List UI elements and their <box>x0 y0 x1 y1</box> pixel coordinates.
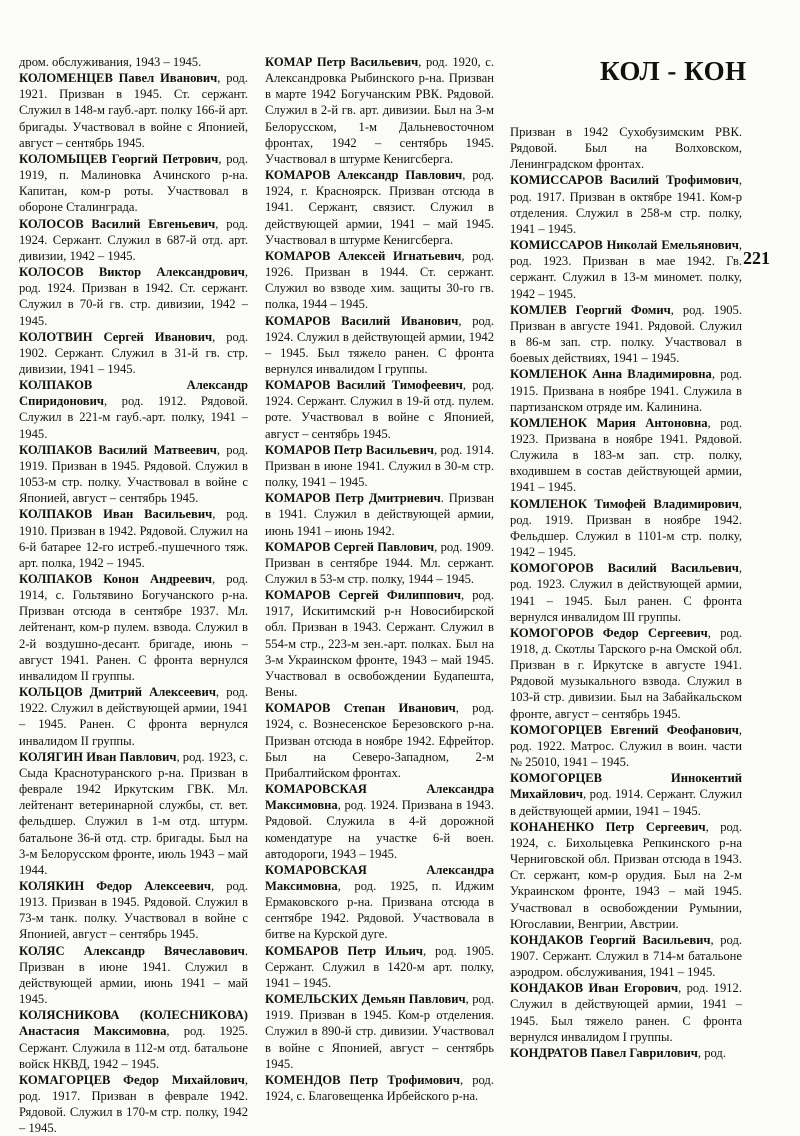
entry-text: , род. 1918, д. Скотлы Тарского р-на Омской обл. Призван в г. Иркутске в августе 1941. Рядовой музыкального взвода. Служил в 103-й стр. дивизии. Был на Забайкальском фронте, август – сентябрь 1945. <box>510 625 742 721</box>
biography-entry <box>510 770 742 818</box>
entry-name: КОМАРОВ Александр Павлович <box>265 168 463 183</box>
biography-entry <box>265 991 494 1072</box>
biography-entry <box>265 377 494 442</box>
entry-text: , род. 1919. Призван в 1945. Ком-р отделения. Служил в 890-й стр. дивизии. Участвовал в войне с Японией, август – сентябрь 1945. <box>265 992 494 1071</box>
column-3 <box>510 124 742 1061</box>
entry-text: , род. 1920, с. Александровка Рыбинского р-на. Призван в марте 1942 Богучанским РВК. Рядовой. Служил в 2-й гв. арт. дивизии. Был на 3-м Белорусском, 1-м Дальневосточном фронтах, 1942 – сентябрь 1945. Участвовал в штурме Кенигсберга. <box>265 55 494 166</box>
entry-name: КОЛОСОВ Василий Евгеньевич <box>19 216 216 231</box>
entry-name: КОМАРОВ Василий Тимофеевич <box>265 378 463 393</box>
entry-text: дром. обслуживания, 1943 – 1945. <box>19 55 202 69</box>
entry-name: КОМИССАРОВ Николай Емельянович <box>510 238 739 253</box>
entry-text: , род. 1919. Призван в 1945. Рядовой. Служил в 1053-м стр. полку. Участвовал в войне с Японией, август – сентябрь 1945. <box>19 442 248 506</box>
entry-name: КОМОГОРОВ Василий Васильевич <box>510 561 739 576</box>
entry-text: , род. 1917. Призван в феврале 1942. Рядовой. Служил в 170-м стр. полку, 1942 – 1945. <box>19 1072 248 1136</box>
entry-name: КОМАРОВСКАЯ Александра Максимовна <box>265 862 494 893</box>
biography-entry <box>265 54 494 167</box>
biography-entry <box>19 1007 248 1072</box>
biography-entry <box>19 506 248 571</box>
biography-entry <box>19 1072 248 1136</box>
biography-entry <box>19 70 248 151</box>
biography-entry <box>510 625 742 722</box>
biography-entry <box>19 377 248 442</box>
biography-entry <box>19 571 248 684</box>
entry-name: КОМЛЕНОК Анна Владимировна <box>510 367 712 382</box>
biography-entry <box>19 216 248 264</box>
entry-name: КОЛОСОВ Виктор Александрович <box>19 265 245 280</box>
biography-entry <box>510 172 742 237</box>
entry-text: , род. 1921. Призван в 1945. Ст. сержант. Служил в 148-м гауб.-арт. полку 166-й арт. бригады. Участвовал в войне с Японией, август – сентябрь 1945. <box>19 71 248 150</box>
entry-name: КОЛОМЕНЦЕВ Павел Иванович <box>19 71 218 86</box>
entry-name: КОМБАРОВ Петр Ильич <box>265 943 423 958</box>
entry-name: КОМОГОРЦЕВ Евгений Феофанович <box>510 722 739 737</box>
entry-text: , род. 1912. Рядовой. Служил в 221-м гауб.-арт. полку, 1941 – 1945. <box>19 394 248 441</box>
entry-text: , род. 1926. Призван в 1944. Ст. сержант. Служил во взводе хим. защиты 30-го гв. полка, 1944 – 1945. <box>265 248 495 312</box>
entry-text: , род. 1922. Матрос. Служил в воин. части № 25010, 1941 – 1945. <box>510 722 742 770</box>
biography-entry <box>19 151 248 216</box>
entry-text: , род. 1922. Служил в действующей армии, 1941 – 1945. Ранен. С фронта вернулся инвалидом II группы. <box>19 685 248 748</box>
entry-name: КОМАРОВ Степан Иванович <box>265 701 456 716</box>
entry-text: , род. 1923. Служил в действующей армии, 1941 – 1945. Был ранен. С фронта вернулся инвалидом III группы. <box>510 561 742 624</box>
entry-text: . Призван в июне 1941. Служил в действующей армии, июнь 1941 – май 1945. <box>19 943 248 1007</box>
entry-name: КОМАРОВ Алексей Игнатьевич <box>265 248 462 263</box>
entry-text: , род. 1924. Сержант. Служил в 19-й отд. пулем. роте. Участвовал в войне с Японией, август – сентябрь 1945. <box>265 378 494 441</box>
entry-name: КОЛЬЦОВ Дмитрий Алексеевич <box>19 685 216 700</box>
entry-name: КОМАРОВ Василий Иванович <box>265 313 459 328</box>
column-1 <box>19 54 248 1136</box>
entry-name: КОМАРОВ Петр Дмитриевич <box>265 491 441 506</box>
entry-text: , род. 1913. Призван в 1945. Рядовой. Служил в 73-м танк. полку. Участвовал в войне с Японией, август – сентябрь 1945. <box>19 878 248 942</box>
entry-text: , род. 1923, с. Сыда Краснотуранского р-на. Призван в феврале 1942 Иркутским ГВК. Мл. лейтенант ветеринарной службы, ст. вет. фельдшер. Служил в 1-м отд. штурм. батальоне 36-й отд. стр. бригады. Был на 3-м Белорусском фронте, июль 1943 – май 1944. <box>19 749 248 877</box>
entry-text: , род. 1907. Сержант. Служил в 714-м батальоне аэродром. обслуживания, 1941 – 1945. <box>510 932 742 980</box>
entry-text: , род. 1917, Искитимский р-н Новосибирской обл. Призван в 1943. Сержант. Служил в 554-м стр., 223-м зен.-арт. полках. Был на 3-м Украинском фронте, 1943 – май 1945. Участвовал в освобождении Будапешта, Вены. <box>265 588 494 700</box>
entry-name: КОМОГОРЦЕВ Иннокентий Михайлович <box>510 771 742 802</box>
biography-entry <box>19 442 248 507</box>
entry-name: КОЛОМЫЦЕВ Георгий Петрович <box>19 151 219 166</box>
entry-text: , род. 1923. Призвана в ноябре 1941. Рядовой. Служила в 183-м зап. стр. полку, входившем в состав действующей армии, 1941 – 1945. <box>510 415 742 495</box>
entry-text: , род. 1925. Сержант. Служила в 112-м отд. батальоне войск НКВД, 1942 – 1945. <box>19 1024 249 1071</box>
entry-text: , род. <box>697 1045 726 1060</box>
biography-entry <box>510 496 742 561</box>
biography-entry <box>265 248 494 313</box>
biography-entry <box>510 819 742 932</box>
biography-entry <box>510 415 742 496</box>
entry-text: , род. 1917. Призван в октябре 1941. Ком-р отделения. Служил в 258-м стр. полку, 1941 – 1945. <box>510 173 742 236</box>
entry-text: , род. 1905. Сержант. Служил в 1420-м арт. полку, 1941 – 1945. <box>265 943 494 990</box>
biography-entry <box>265 943 494 991</box>
biography-entry <box>265 490 494 538</box>
entry-name: КОЛПАКОВ Конон Андреевич <box>19 572 213 586</box>
entry-text: , род. 1925, п. Иджим Ермаковского р-на. Призвана отсюда в сентябре 1942. Рядовой. Участвовала в битве на Курской дуге. <box>265 878 494 942</box>
biography-entry <box>19 329 248 377</box>
biography-entry <box>265 700 494 781</box>
biography-entry <box>265 539 494 587</box>
entry-text: , род. 1919, п. Малиновка Ачинского р-на. Капитан, ком-р роты. Участвовал в обороне Сталинграда. <box>19 151 248 215</box>
entry-name: КОМЛЕНОК Тимофей Владимирович <box>510 496 739 511</box>
biography-entry <box>510 980 742 1045</box>
entry-name: КОЛЯКИН Федор Алексеевич <box>19 878 211 893</box>
entry-text: , род. 1905. Призван в августе 1941. Рядовой. Служил в 86-м зап. стр. полку. Участвовал в боевых действиях, 1941 – 1945. <box>510 302 742 366</box>
biography-entry <box>510 932 742 980</box>
entry-name: КОЛОТВИН Сергей Иванович <box>19 329 213 344</box>
entry-name: КОМАР Петр Васильевич <box>265 55 419 69</box>
biography-entry <box>510 366 742 414</box>
entry-name: КОМАРОВ Сергей Филиппович <box>265 588 461 603</box>
entry-name: КОМЛЕНОК Мария Антоновна <box>510 415 708 430</box>
entry-name: КОНДАКОВ Георгий Васильевич <box>510 932 711 947</box>
entry-text: , род. 1924. Призван в 1942. Ст. сержант. Служил в 70-й гв. стр. дивизии, 1942 – 1945. <box>19 265 248 328</box>
entry-text: Призван в 1942 Сухобузимским РВК. Рядовой. Был на Волховском, Ленинградском фронтах. <box>510 125 742 172</box>
entry-name: КОМЕНДОВ Петр Трофимович <box>265 1072 461 1087</box>
entry-text: , род. 1909. Призван в сентябре 1944. Мл. сержант. Служил в 53-м стр. полку, 1944 – 1945. <box>265 539 494 586</box>
biography-entry <box>19 264 248 329</box>
biography-entry <box>265 167 494 248</box>
page-number: 221 <box>743 248 770 268</box>
entry-name: КОЛПАКОВ Александр Спиридонович <box>19 378 248 409</box>
biography-entry <box>19 943 248 1008</box>
entry-name: КОЛПАКОВ Иван Васильевич <box>19 507 213 522</box>
entry-name: КОМЕЛЬСКИХ Демьян Павлович <box>265 992 466 1007</box>
entry-text: , род. 1923. Призван в мае 1942. Гв. сержант. Служил в 13-м миномет. полку, 1942 – 1945. <box>510 238 742 301</box>
biography-entry <box>265 587 494 700</box>
biography-entry <box>265 781 494 862</box>
entry-name: КОНАНЕНКО Петр Сергеевич <box>510 819 706 834</box>
entry-name: КОНДРАТОВ Павел Гаврилович <box>510 1045 698 1060</box>
entry-name: КОМЛЕВ Георгий Фомич <box>510 302 671 317</box>
entry-name: КОМАРОВСКАЯ Александра Максимовна <box>265 782 494 813</box>
biography-entry <box>265 442 494 490</box>
page-header-title: КОЛ - КОН <box>600 56 747 86</box>
entry-name: КОМАРОВ Петр Васильевич <box>265 442 434 457</box>
entry-text: , род. 1902. Сержант. Служил в 31-й гв. стр. дивизии, 1941 – 1945. <box>19 329 249 376</box>
biography-entry <box>510 124 742 172</box>
entry-text: , род. 1914, с. Гольтявино Богучанского р-на. Призван отсюда в сентябре 1937. Мл. лейтенант, ком-р пулем. взвода. Служил в 2-й воздушно-десант. бригаде, июнь – август 1941. Ранен. С фронта вернулся инвалидом II группы. <box>19 572 249 683</box>
entry-text: , род. 1912. Служил в действующей армии, 1941 – 1945. Был тяжело ранен. С фронта вернулся инвалидом I группы. <box>510 981 742 1044</box>
biography-entry <box>510 722 742 770</box>
biography-entry <box>19 878 248 943</box>
entry-name: КОЛЯСНИКОВА (КОЛЕСНИКОВА) Анастасия Максимовна <box>19 1008 248 1039</box>
entry-name: КОЛЯГИН Иван Павлович <box>19 749 177 764</box>
entry-text: , род. 1924, с. Благовещенка Ирбейского р-на. <box>265 1072 494 1103</box>
biography-entry <box>19 54 248 70</box>
entry-text: , род. 1914. Призван в июне 1941. Служил в 30-м стр. полку, 1941 – 1945. <box>265 442 494 490</box>
biography-entry <box>510 560 742 625</box>
biography-entry <box>265 313 494 378</box>
entry-name: КОНДАКОВ Иван Егорович <box>510 981 679 996</box>
entry-name: КОМИССАРОВ Василий Трофимович <box>510 173 739 188</box>
entry-name: КОЛЯС Александр Вячеславович <box>19 943 245 958</box>
entry-text: , род. 1919. Призван в ноябре 1942. Фельдшер. Служил в 1101-м стр. полку, 1942 – 1945. <box>510 496 742 560</box>
entry-text: , род. 1915. Призвана в ноябре 1941. Служила в партизанском отряде им. Калинина. <box>510 367 742 414</box>
biography-entry <box>19 684 248 749</box>
entry-name: КОМАГОРЦЕВ Федор Михайлович <box>19 1072 245 1087</box>
entry-text: . Призван в 1941. Служил в действующей армии, июнь 1941 – июнь 1942. <box>265 491 494 538</box>
entry-name: КОМАРОВ Сергей Павлович <box>265 539 435 554</box>
entry-text: , род. 1924. Служил в действующей армии, 1942 – 1945. Был тяжело ранен. С фронта вернулся инвалидом I группы. <box>265 313 494 376</box>
biography-entry <box>510 1045 742 1061</box>
entry-text: , род. 1924, с. Вознесенское Березовского р-на. Призван отсюда в ноябре 1942. Ефрейтор. Был на Северо-Западном, 2-м Прибалтийском фронтах. <box>265 701 494 780</box>
entry-text: , род. 1924. Призвана в 1943. Рядовой. Служила в 4-й дорожной комендатуре на участке 6-й воен. автодороги, 1943 – 1945. <box>265 798 494 861</box>
column-2 <box>265 54 494 1104</box>
entry-text: , род. 1910. Призван в 1942. Рядовой. Служил на 6-й батарее 12-го истреб.-пушечного тяж. арт. полка, 1942 – 1945. <box>19 507 248 570</box>
entry-name: КОЛПАКОВ Василий Матвеевич <box>19 442 217 457</box>
entry-text: , род. 1914. Сержант. Служил в действующей армии, 1941 – 1945. <box>510 787 742 818</box>
entry-name: КОМОГОРОВ Федор Сергеевич <box>510 625 708 640</box>
biography-entry <box>510 237 742 302</box>
biography-entry <box>510 302 742 367</box>
entry-text: , род. 1924, с. Бихольцевка Репкинского р-на Черниговской обл. Призван отсюда в 1943. Ст. сержант, ком-р орудия. Был на 2-м Украинском фронте, 1943 – май 1945. Участвовал в освобождении Румынии, Югославии, Венгрии, Австрии. <box>510 819 742 931</box>
entry-text: , род. 1924, г. Красноярск. Призван отсюда в 1941. Сержант, связист. Служил в действующей армии, 1941 – май 1945. Участвовал в штурме Кенигсберга. <box>265 168 494 247</box>
biography-entry <box>19 749 248 878</box>
biography-entry <box>265 862 494 943</box>
biography-entry <box>265 1072 494 1104</box>
entry-text: , род. 1924. Сержант. Служил в 687-й отд. арт. дивизии, 1942 – 1945. <box>19 216 248 263</box>
